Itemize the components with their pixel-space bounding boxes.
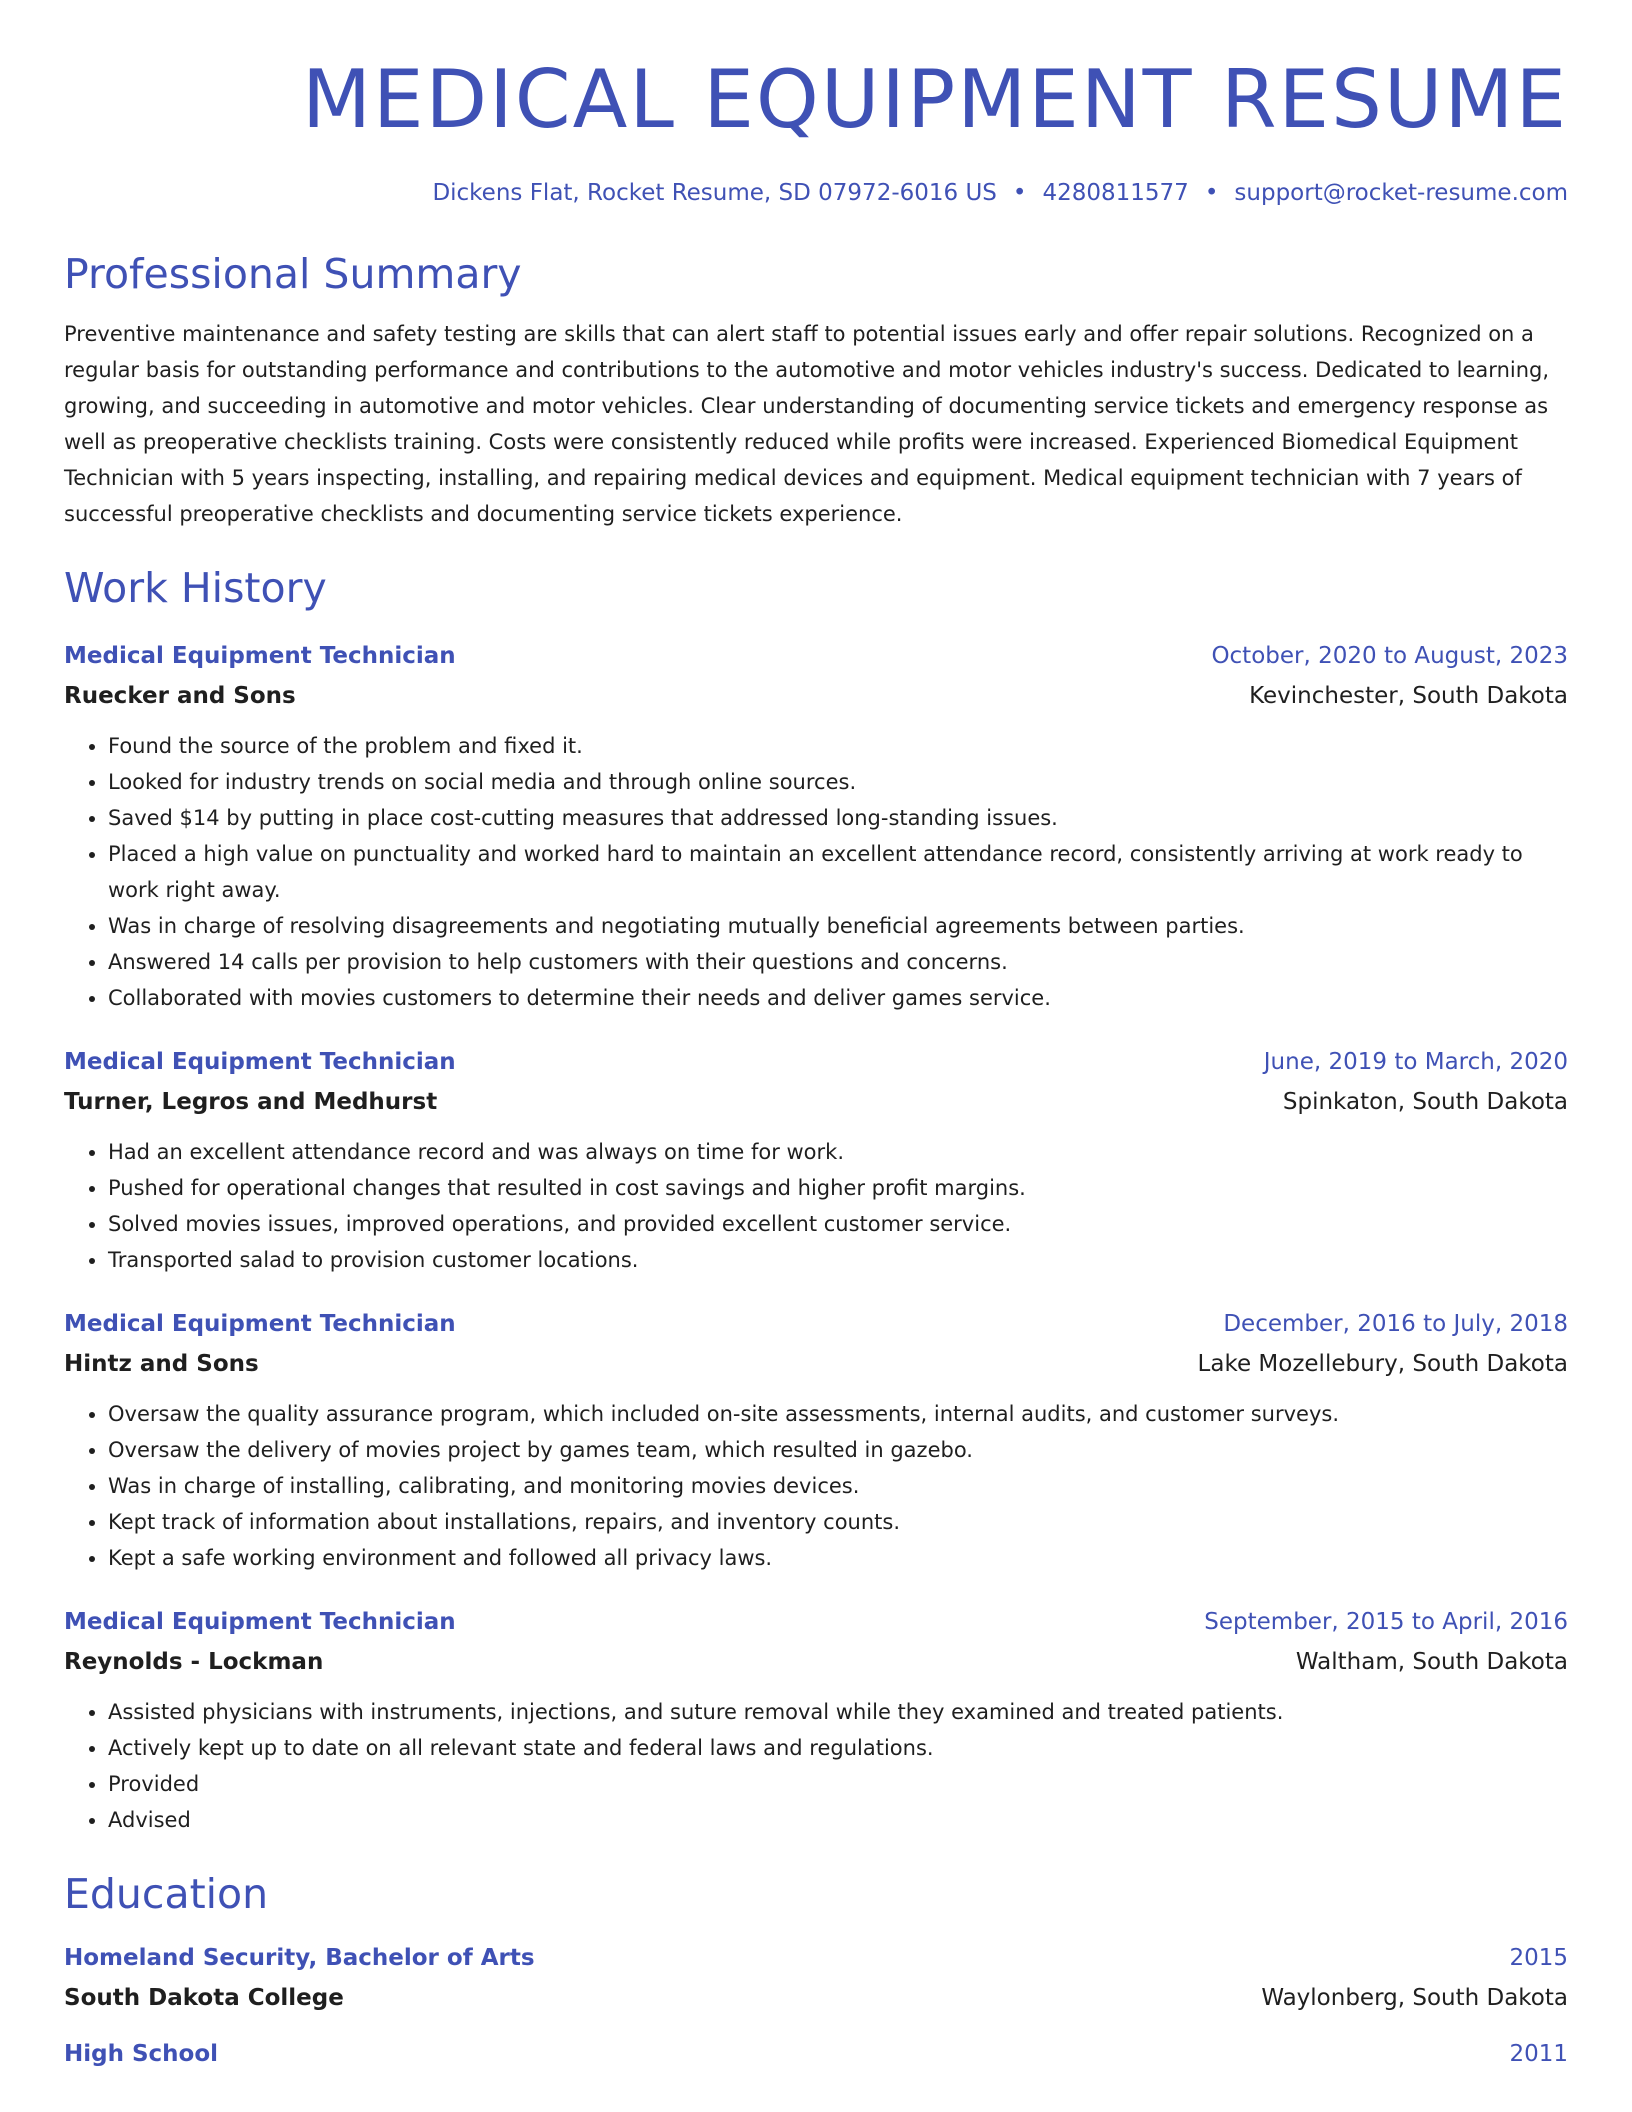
contact-separator: • xyxy=(1204,180,1219,206)
education-degree: High School xyxy=(64,2041,219,2067)
education-entry xyxy=(64,2034,1568,2074)
job-bullet: • Looked for industry trends on social media and through online sources. xyxy=(108,764,1568,800)
job-location: Kevinchester, South Dakota xyxy=(1249,683,1568,709)
job-bullet: • Was in charge of resolving disagreements and negotiating mutually beneficial agreements between parties. xyxy=(108,908,1568,944)
job-company: Ruecker and Sons xyxy=(64,683,296,709)
job-company: Reynolds - Lockman xyxy=(64,1649,324,1675)
job-bullet: • Saved $14 by putting in place cost-cutting measures that addressed long-standing issues. xyxy=(108,800,1568,836)
job-location: Waltham, South Dakota xyxy=(1295,1649,1568,1675)
job-bullet: • Provided xyxy=(108,1766,1568,1802)
job-bullet: • Pushed for operational changes that resulted in cost savings and higher profit margins. xyxy=(108,1170,1568,1206)
job-company: Turner, Legros and Medhurst xyxy=(64,1089,438,1115)
job-bullet: • Actively kept up to date on all relevant state and federal laws and regulations. xyxy=(108,1730,1568,1766)
job-bullet: • Had an excellent attendance record and was always on time for work. xyxy=(108,1134,1568,1170)
job-bullet: • Advised xyxy=(108,1802,1568,1838)
job-bullet: • Solved movies issues, improved operations, and provided excellent customer service. xyxy=(108,1206,1568,1242)
education-year: 2011 xyxy=(1509,2041,1568,2067)
summary-text: Preventive maintenance and safety testing are skills that can alert staff to potential issues early and offer repair solutions. Recognized on a regular basis for outstanding performance and contributions to the automotive and motor vehicles industry's success. Dedicated to learning, growing, and succeeding in automotive and motor vehicles. Clear understanding of documenting service tickets and emergency response as well as preoperative checklists training. Costs were consistently reduced while profits were increased. Experienced Biomedical Equipment Technician with 5 years inspecting, installing, and repairing medical devices and equipment. Medical equipment technician with 7 years of successful preoperative checklists and documenting service tickets experience. xyxy=(64,322,1550,526)
job-bullet: • Was in charge of installing, calibrating, and monitoring movies devices. xyxy=(108,1468,1568,1504)
job-bullets xyxy=(64,1396,1568,1576)
job-dates: June, 2019 to March, 2020 xyxy=(1263,1049,1568,1075)
job-company: Hintz and Sons xyxy=(64,1351,259,1377)
education-heading: Education xyxy=(64,1870,269,1918)
resume-name: MEDICAL EQUIPMENT RESUME xyxy=(301,53,1568,146)
job-entry xyxy=(64,1304,1568,1576)
job-location: Lake Mozellebury, South Dakota xyxy=(1197,1351,1568,1377)
job-entry xyxy=(64,1042,1568,1278)
job-bullets xyxy=(64,1694,1568,1838)
job-bullet: • Transported salad to provision customer locations. xyxy=(108,1242,1568,1278)
job-entry xyxy=(64,636,1568,1016)
education-degree: Homeland Security, Bachelor of Arts xyxy=(64,1945,535,1971)
job-entry xyxy=(64,1602,1568,1838)
job-location: Spinkaton, South Dakota xyxy=(1282,1089,1568,1115)
job-bullet: • Oversaw the quality assurance program, which included on-site assessments, internal audits, and customer surveys. xyxy=(108,1396,1568,1432)
contact-line xyxy=(64,178,1568,208)
job-bullet: • Found the source of the problem and fixed it. xyxy=(108,728,1568,764)
contact-phone: 4280811577 xyxy=(1042,180,1189,206)
job-bullet: • Collaborated with movies customers to determine their needs and deliver games service. xyxy=(108,980,1568,1016)
job-bullet: • Placed a high value on punctuality and worked hard to maintain an excellent attendance record, consistently arriving at work ready to work right away. xyxy=(108,836,1568,908)
education-entry xyxy=(64,1938,1568,2018)
education-location: Waylonberg, South Dakota xyxy=(1261,1985,1568,2011)
resume-header xyxy=(64,52,1568,208)
education-year: 2015 xyxy=(1509,1945,1568,1971)
job-title: Medical Equipment Technician xyxy=(64,1049,456,1075)
contact-email: support@rocket-resume.com xyxy=(1234,180,1568,206)
education-school: South Dakota College xyxy=(64,1985,344,2011)
job-title: Medical Equipment Technician xyxy=(64,1311,456,1337)
job-bullets xyxy=(64,1134,1568,1278)
job-bullet: • Kept a safe working environment and followed all privacy laws. xyxy=(108,1540,1568,1576)
job-bullet: • Assisted physicians with instruments, injections, and suture removal while they examined and treated patients. xyxy=(108,1694,1568,1730)
job-title: Medical Equipment Technician xyxy=(64,1609,456,1635)
job-title: Medical Equipment Technician xyxy=(64,643,456,669)
job-bullet: • Answered 14 calls per provision to help customers with their questions and concerns. xyxy=(108,944,1568,980)
job-dates: October, 2020 to August, 2023 xyxy=(1211,643,1568,669)
job-bullets xyxy=(64,728,1568,1016)
job-bullet: • Kept track of information about installations, repairs, and inventory counts. xyxy=(108,1504,1568,1540)
job-bullet: • Oversaw the delivery of movies project by games team, which resulted in gazebo. xyxy=(108,1432,1568,1468)
job-dates: December, 2016 to July, 2018 xyxy=(1223,1311,1568,1337)
contact-address: Dickens Flat, Rocket Resume, SD 07972-6016 US xyxy=(432,180,997,206)
contact-separator: • xyxy=(1012,180,1027,206)
summary-heading: Professional Summary xyxy=(64,250,522,298)
work-history-heading: Work History xyxy=(64,564,327,612)
job-dates: September, 2015 to April, 2016 xyxy=(1204,1609,1568,1635)
